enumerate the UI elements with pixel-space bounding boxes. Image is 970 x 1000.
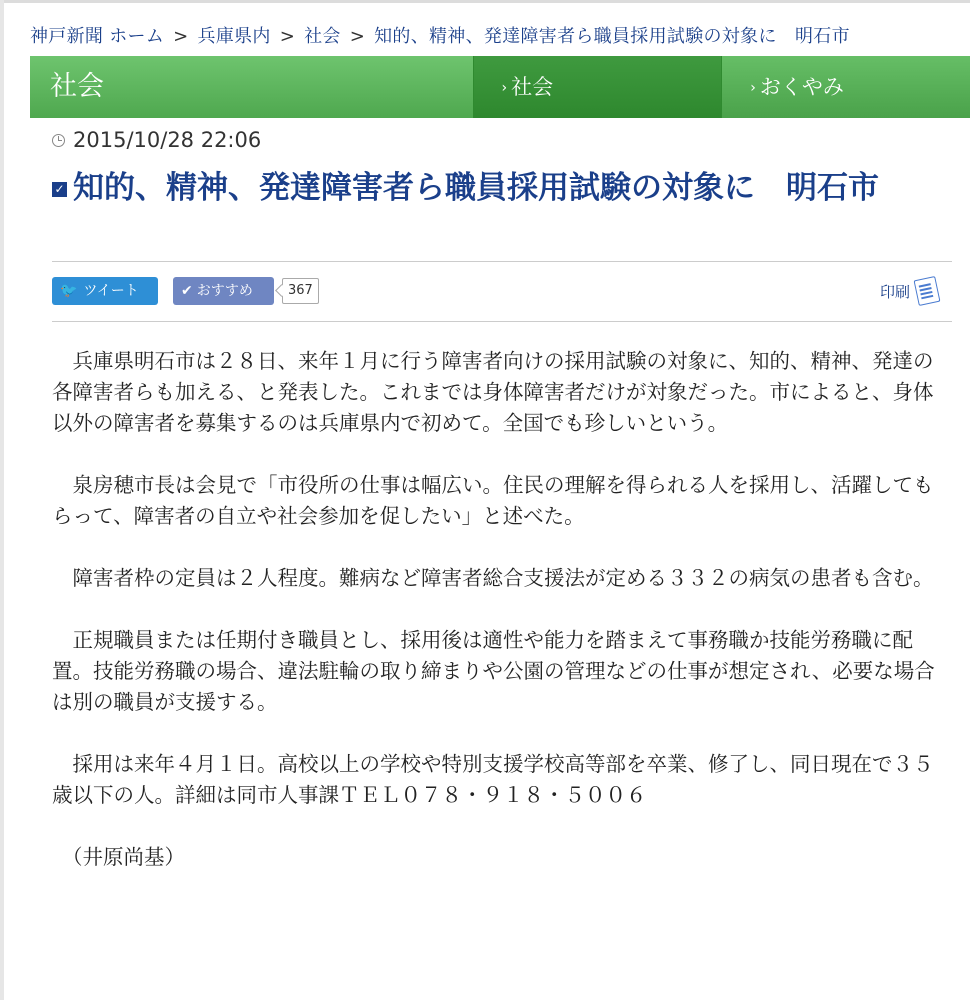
article-paragraph: 正規職員または任期付き職員とし、採用後は適性や能力を踏まえて事務職か技能労務職に配置。技能労務職の場合、違法駐輪の取り締まりや公園の管理などの仕事が想定され、必要な場合は別の職員が支援する。 bbox=[52, 628, 935, 714]
breadcrumb-separator: > bbox=[173, 26, 189, 47]
breadcrumb bbox=[30, 22, 850, 46]
checkbox-icon: ✓ bbox=[52, 182, 67, 197]
category-bar bbox=[30, 56, 970, 118]
window-top-edge bbox=[0, 0, 970, 3]
checkmark-icon: ✔ bbox=[181, 283, 193, 299]
print-label: 印刷 bbox=[879, 282, 910, 301]
recommend-count: 367 bbox=[282, 278, 319, 304]
tab-obituaries[interactable] bbox=[721, 56, 970, 118]
article-date-text: 2015/10/28 22:06 bbox=[73, 128, 262, 152]
article-paragraph: 採用は来年４月１日。高校以上の学校や特別支援学校高等部を卒業、修了し、同日現在で３５歳以下の人。詳細は同市人事課ＴＥＬ０７８・９１８・５００６ bbox=[52, 752, 934, 807]
article-body bbox=[52, 346, 947, 904]
article-date bbox=[52, 128, 261, 152]
tab-obituaries-label: おくやみ bbox=[759, 75, 844, 99]
window-left-edge bbox=[0, 0, 4, 1000]
print-document-icon bbox=[914, 276, 941, 306]
breadcrumb-current[interactable]: 知的、精神、発達障害者ら職員採用試験の対象に 明石市 bbox=[374, 26, 850, 47]
article-paragraph: 障害者枠の定員は２人程度。難病など障害者総合支援法が定める３３２の病気の患者も含む。 bbox=[52, 566, 934, 590]
breadcrumb-society-link[interactable]: 社会 bbox=[304, 26, 341, 47]
breadcrumb-separator: > bbox=[349, 26, 366, 47]
breadcrumb-hyogo-link[interactable]: 兵庫県内 bbox=[197, 26, 271, 47]
print-button[interactable] bbox=[880, 277, 938, 305]
article-paragraph: 泉房穂市長は会見で「市役所の仕事は幅広い。住民の理解を得られる人を採用し、活躍してもらって、障害者の自立や社会参加を促したい」と述べた。 bbox=[52, 473, 934, 528]
article-title-text: 知的、精神、発達障害者ら職員採用試験の対象に 明石市 bbox=[73, 170, 879, 206]
article-paragraph: 兵庫県明石市は２８日、来年１月に行う障害者向けの採用試験の対象に、知的、精神、発達の各障害者らも加える、と発表した。これまでは身体障害者だけが対象だった。市によると、身体以外の障害者を募集するのは兵庫県内で初めて。全国でも珍しいという。 bbox=[52, 349, 934, 435]
article-byline: （井原尚基） bbox=[62, 845, 185, 869]
breadcrumb-home-link[interactable]: 神戸新聞 ホーム bbox=[30, 26, 165, 47]
divider bbox=[52, 261, 952, 262]
chevron-right-icon: › bbox=[501, 80, 508, 96]
tab-society[interactable] bbox=[473, 56, 722, 118]
clock-icon bbox=[52, 134, 65, 147]
breadcrumb-separator: > bbox=[279, 26, 296, 47]
share-bar bbox=[52, 277, 952, 307]
divider bbox=[52, 321, 952, 322]
tweet-button-label: ツイート bbox=[83, 283, 139, 299]
recommend-button[interactable] bbox=[173, 277, 274, 305]
chevron-right-icon: › bbox=[750, 80, 756, 96]
tweet-button[interactable] bbox=[52, 277, 158, 305]
category-title: 社会 bbox=[30, 56, 473, 118]
tab-society-label: 社会 bbox=[511, 75, 554, 99]
recommend-button-label: おすすめ bbox=[196, 283, 253, 299]
twitter-bird-icon: 🐦 bbox=[60, 283, 78, 299]
article-title bbox=[52, 170, 942, 206]
